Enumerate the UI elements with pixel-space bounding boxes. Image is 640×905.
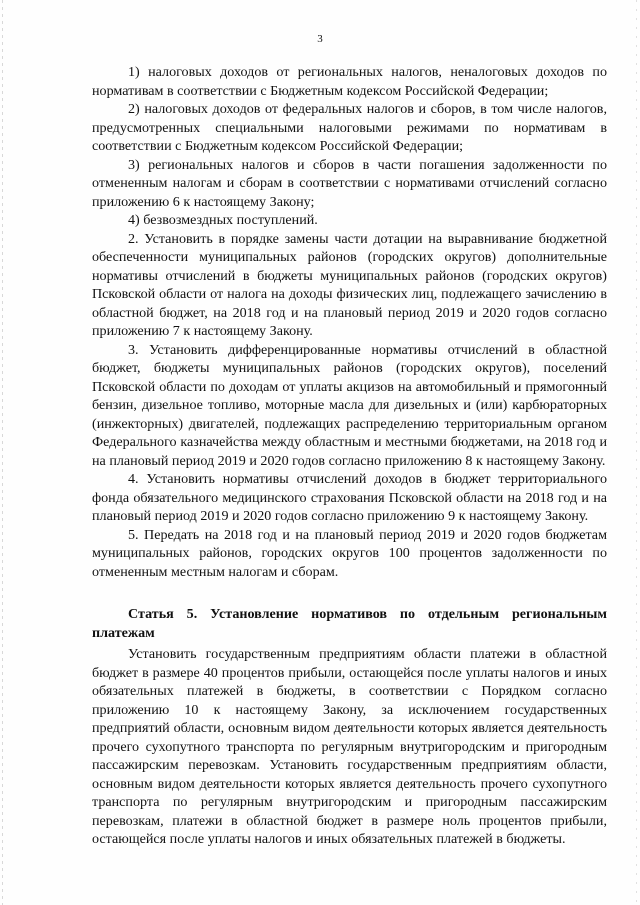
scan-edge-right <box>636 0 637 905</box>
clause-2: 2. Установить в порядке замены части дотации на выравнивание бюджетной обеспеченности муниципальных районов (городских округов) дополнительные нормативы отчислений в бюджеты муниципальных районов (городских округов) Псковской области от налога на доходы физических лиц, подлежащего зачислению в областной бюджет, на 2018 год и на плановый период 2019 и 2020 годов согласно приложению 7 к настоящему Закону. <box>92 230 607 339</box>
clause-3: 3. Установить дифференцированные нормативы отчислений в областной бюджет, бюджеты муниципальных районов (городских округов), поселений Псковской области по доходам от уплаты акцизов на автомобильный и прямогонный бензин, дизельное топливо, моторные масла для дизельных и (или) карбюраторных (инжекторных) двигателей, подлежащих распределению территориальным органом Федерального казначейства между областным и местными бюджетами, на 2018 год и на плановый период 2019 и 2020 годов согласно приложению 8 к настоящему Закону. <box>92 341 607 469</box>
list-item-1: 1) налоговых доходов от региональных налогов, неналоговых доходов по нормативам в соответствии с Бюджетным кодексом Российской Федерации; <box>92 64 607 99</box>
list-item-3: 3) региональных налогов и сборов в части погашения задолженности по отмененным налогам и сборам в соответствии с нормативами отчислений согласно приложению 6 к настоящему Закону; <box>92 156 607 210</box>
article-5-heading: Статья 5. Установление нормативов по отдельным региональным платежам <box>92 606 607 641</box>
clause-4: 4. Установить нормативы отчислений доходов в бюджет территориального фонда обязательного медицинского страхования Псковской области на 2018 год и на плановый период 2019 и 2020 годов согласно приложению 9 к настоящему Закону. <box>92 471 607 524</box>
clause-5: 5. Передать на 2018 год и на плановый период 2019 и 2020 годов бюджетам муниципальных районов, городских округов 100 процентов задолженности по отмененным местным налогам и сборам. <box>92 526 607 580</box>
list-item-4: 4) безвозмездных поступлений. <box>128 212 318 228</box>
page-number: 3 <box>317 33 323 45</box>
scan-edge-left <box>2 0 3 905</box>
article-5-paragraph: Установить государственным предприятиям области платежи в областной бюджет в размере 40 процентов прибыли, остающейся после уплаты налогов и иных обязательных платежей в бюджеты, в соответствии с Порядком согласно приложению 10 к настоящему Закону, за исключением государственных предприятий области, основным видом деятельности которых является деятельность прочего сухопутного транспорта по регулярным внутригородским и пригородным пассажирским перевозкам. Установить государственным предприятиям области, основным видом деятельности которых является деятельность прочего сухопутного транспорта по регулярным внутригородским и пригородным пассажирским перевозкам, платежи в областной бюджет в размере ноль процентов прибыли, остающейся после уплаты налогов и иных обязательных платежей в бюджеты. <box>92 646 607 847</box>
list-item-2: 2) налоговых доходов от федеральных налогов и сборов, в том числе налогов, предусмотренных специальными налоговыми режимами по нормативам в соответствии с Бюджетным кодексом Российской Федерации; <box>92 101 607 154</box>
document-body <box>92 63 607 849</box>
